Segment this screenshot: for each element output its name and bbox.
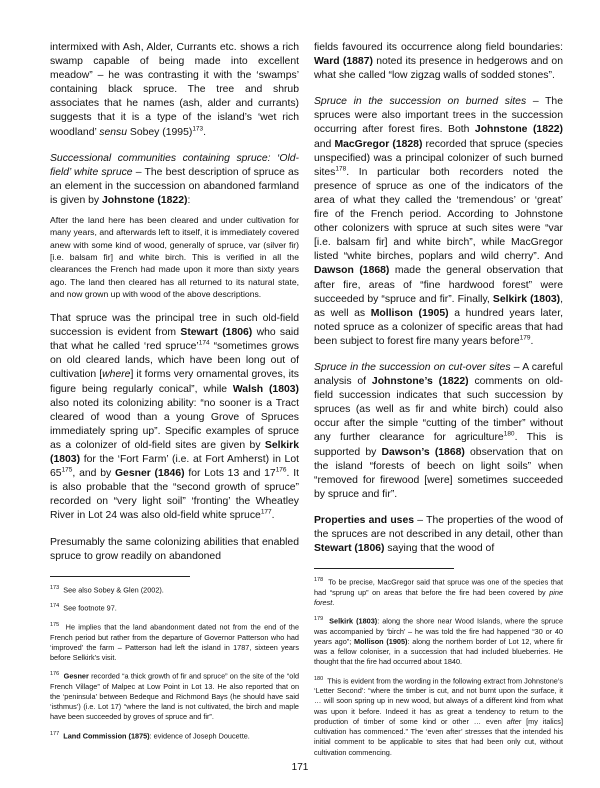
footnote-text: See also Sobey & Glen (2002). <box>59 585 164 595</box>
footnote-rule <box>314 568 454 569</box>
paragraph: Spruce in the succession on burned sites – The spruces were also important trees in the succession occurring after forest fires. Both Johnstone (1822) and MacGregor (1828) recorded that spruce (species unspecified) was a principal colonizer of such burned sites$^{178}$. In particular both recorders noted the presence of spruce as one of the indicators of the area of what they called the ‘tremendous’ or ‘great’ fire of the French period. According to Johnstone other colonizers with spruce at such sites were “var [i.e. balsam fir] and white birch”, while MacGregor listed “white birches, poplars and wild cherry”. And Dawson (1868) made the general observation that after fire, areas of “fine hardwood forest” were succeeded by “spruce and fir”. Finally, Selkirk (1803), as well as Mollison (1905) a hundred years later, noted spruce as a colonizer of specific areas that had been subject to forest fire many years before$^{179}$. <box>314 96 563 347</box>
footnote-number: 176 <box>50 671 60 678</box>
block-quote: After the land here has been cleared and under cultivation for many years, and afterwards left to itself, it is immediately covered anew with some kind of wood, generally of spruce, var (silver fir) [i.e. balsam fir] and white birch. This is verified in all the clearances the French had made upon it more than sixty years ago. The land then cleared has all returned to its natural state, and now grown up with wood of the above descriptions. <box>50 215 299 299</box>
paragraph: Properties and uses – The properties of the wood of the spruces are not described in any detail, other than Stewart (1806) saying that the wood of <box>314 514 563 555</box>
footnote-text: He implies that the land abandonment dated not from the end of the French period but rather from the departure of Governor Patterson who had ‘improved’ the farm – Patterson had left the island in 1787, sixteen years before Selkirk’s visit. <box>50 622 299 662</box>
paragraph: Presumably the same colonizing abilities that enabled spruce to grow readily on abandoned <box>50 536 299 562</box>
footnote <box>314 674 563 758</box>
footnote-text: To be precise, MacGregor said that spruce was one of the species that had “sprung up” on areas that before the fire had been covered by pine forest. <box>314 577 563 608</box>
footnote-number: 177 <box>50 730 60 737</box>
footnote-number: 180 <box>314 675 324 682</box>
paragraph: Spruce in the succession on cut-over sites – A careful analysis of Johnstone’s (1822) comments on old-field succession indicates that such succession by spruces (as well as fir and white birch) could also occur after the simple “cutting of the timber” without any further clearance for agriculture$^{180}$. This is supported by Dawson’s (1868) observation that on the island “forests of beech on light soils” when “removed for firewood [were] sometimes succeeded by spruce and fir”. <box>314 361 564 500</box>
paragraph: intermixed with Ash, Alder, Currants etc. shows a rich swamp capable of being made into excellent meadow” – he was contrasting it with the ‘swamps’ containing black spruce. The tree and shrub associates that he names (ash, alder and currants) suggests that it is a type of the island’s ‘wet rich woodland’ sensu Sobey $(1995)^{173}$. <box>50 42 299 138</box>
footnote-text: This is evident from the wording in the following extract from Johnstone’s ‘Letter Second’: “where the timber is cut, and not burnt upon the surface, it … will soon spring up in new wood, but always of a different kind from what was upon it before. Indeed it has as great a tendency to return to the production of timber of some kind or other … even after [my italics] cultivation has commenced.” The ‘even after’ stresses that the intended his initial comment to be applicable to sites that had been only cut, without cultivation commencing. <box>314 676 563 757</box>
footnote-number: 179 <box>314 616 324 623</box>
footnote-number: 173 <box>50 584 60 591</box>
footnote <box>50 601 299 614</box>
footnote <box>50 729 299 742</box>
footnote-text: Selkirk (1803): along the shore near Wood Islands, where the spruce was accompanied by ‘birch’ – he was told the fire had happened “30 or 40 years ago”; Mollison (1905): along the northern border of Lot 12, where fir was a fellow coloniser, in a succession that had included blueberries. He thought that the fire had occurred about 1840. <box>314 616 563 667</box>
footnote-rule <box>50 576 190 577</box>
right-column <box>314 41 563 758</box>
footnote <box>50 669 299 722</box>
footnotes <box>50 583 299 742</box>
footnote <box>50 583 299 596</box>
paragraph: fields favoured its occurrence along field boundaries: Ward (1887) noted its presence in hedgerows and on what she called “low zigzag walls of sodded stones”. <box>314 42 563 82</box>
page-number: 171 <box>291 762 309 773</box>
footnote <box>50 620 299 663</box>
footnote-number: 175 <box>50 621 60 628</box>
footnote <box>314 614 563 667</box>
footnote-number: 178 <box>314 577 324 584</box>
paragraph: That spruce was the principal tree in such old-field succession is evident from Stewart (1806) who said that what he called ‘red spruce’$^{174}$ “sometimes grows on old cleared lands, which have been long out of cultivation [where] it forms very ornamental groves, its figure being regularly conical”, while Walsh (1803) also noted its colonizing ability: “no sooner is a Tract cleared of wood than a young Grove of Spruces immediately spring up”. Specific examples of spruce as a colonizer of old-field sites are given by Selkirk (1803) for the ‘Fort Farm’ (i.e. at Fort Amherst) in Lot $65^{175}$, and by Gesner (1846) for Lots 13 and $17^{176}$. It is also probable that the “second growth of spruce” recorded on “very light soil” ‘fronting’ the Wheatley River in Lot 24 was also old-field white spruce$^{177}$. <box>50 313 299 522</box>
footnote-text: Land Commission (1875): evidence of Joseph Doucette. <box>63 731 250 741</box>
footnote <box>314 575 563 608</box>
footnote-number: 174 <box>50 603 60 610</box>
paragraph: Successional communities containing spruce: ‘Old-field’ white spruce – The best description of spruce as an element in the succession on abandoned farmland is given by Johnstone (1822): <box>50 152 300 206</box>
footnote-text: See footnote 97. <box>59 603 117 613</box>
footnotes <box>314 575 563 758</box>
left-column <box>50 41 299 741</box>
footnote-text: Gesner recorded “a thick growth of fir and spruce” on the site of the “old French Village” of Malpec at Low Point in Lot 13. He also reported that on the ‘peninsula’ between Bedeque and Richmond Bays (he should have said ‘isthmus’) (i.e. Lot 17) “where the land is not cultivated, the birch and maple have been succeeded by groves of spruce and fir”. <box>50 671 299 722</box>
